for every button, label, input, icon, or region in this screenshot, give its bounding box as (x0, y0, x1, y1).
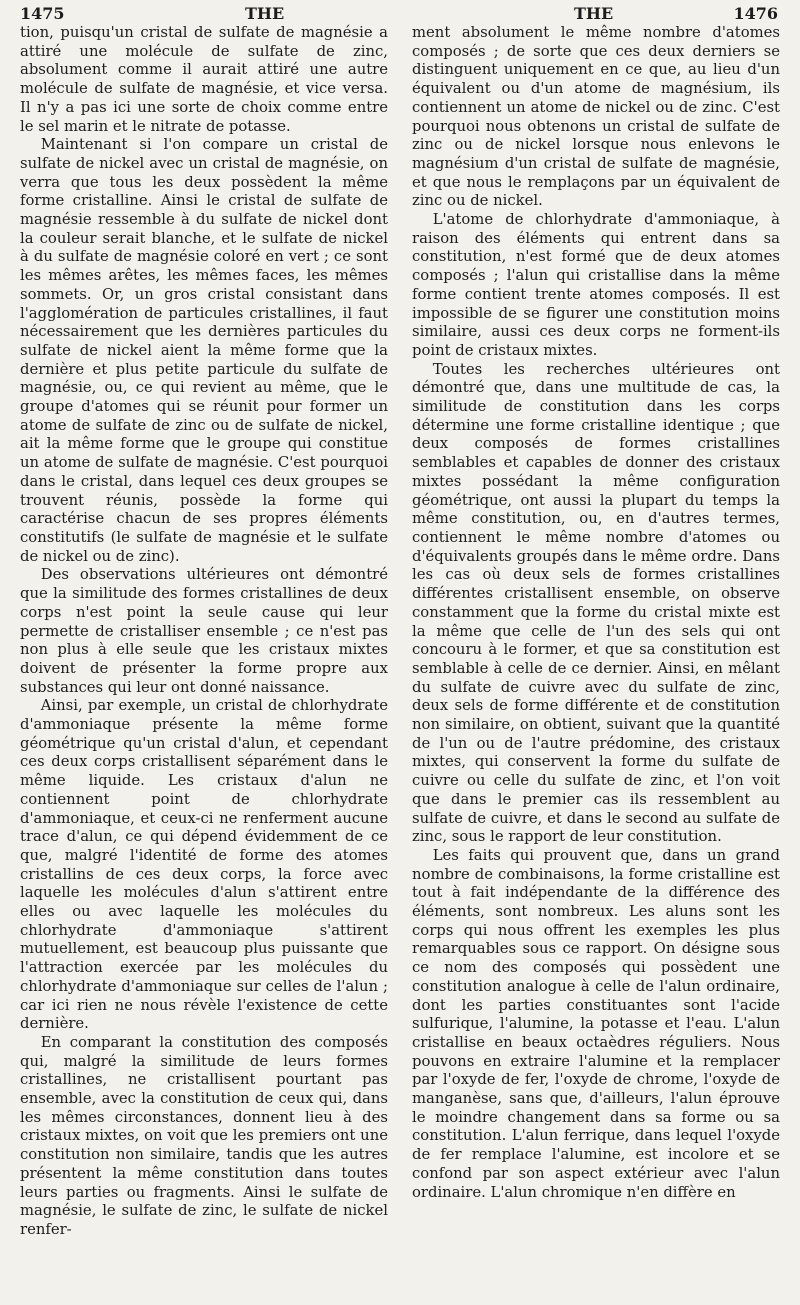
left-column (20, 24, 388, 1240)
running-head-right: THE (574, 4, 614, 23)
paragraph: Des observations ultérieures ont démontré que la similitude des formes cristallines de deux corps n'est point la seule cause qui leur permette de cristalliser ensemble ; ce n'est pas non plus à elle seule que les cristaux mixtes doivent de présenter la forme propre aux substances qui leur ont donné naissance. (20, 566, 388, 696)
paragraph: Toutes les recherches ultérieures ont démontré que, dans une multitude de cas, la similitude de constitution dans les corps détermine une forme cristalline identique ; que deux composés de formes cristallines semblables et capables de donner des cristaux mixtes possédant la même configuration géométrique, ont aussi la plupart du temps la même constitution, ou, en d'autres termes, contiennent le même nombre d'atomes ou d'équivalents groupés dans le même ordre. Dans les cas où deux sels de formes cristallines différentes cristallisent ensemble, on observe constamment que la forme du cristal mixte est la même que celle de l'un des sels qui ont concouru à le former, et que sa constitution est semblable à celle de ce dernier. Ainsi, en mêlant du sulfate de cuivre avec du sulfate de zinc, deux sels de forme différente et de constitution non similaire, on obtient, suivant que la quantité de l'un ou de l'autre prédomine, des cristaux mixtes, qui conservent la forme du sulfate de cuivre ou celle du sulfate de zinc, et l'on voit que dans le premier cas ils ressemblent au sulfate de cuivre, et dans le second au sulfate de zinc, sous le rapport de leur constitution. (412, 360, 780, 846)
paragraph: Les faits qui prouvent que, dans un grand nombre de combinaisons, la forme cristalline est tout à fait indépendante de la différence des éléments, sont nombreux. Les aluns sont les corps qui nous offrent les exemples les plus remarquables sous ce rapport. On désigne sous ce nom des composés qui possèdent une constitution analogue à celle de l'alun ordinaire, dont les parties constituantes sont l'acide sulfurique, l'alumine, la potasse et l'eau. L'alun cristallise en beaux octaèdres réguliers. Nous pouvons en extraire l'alumine et la remplacer par l'oxyde de fer, l'oxyde de chrome, l'oxyde de manganèse, sans que, d'ailleurs, l'alun éprouve le moindre changement dans sa forme ou sa constitution. L'alun ferrique, dans lequel l'oxyde de fer remplace l'alumine, est incolore et se confond par son aspect extérieur avec l'alun ordinaire. L'alun chromique n'en diffère en (412, 846, 780, 1201)
page-header (20, 4, 778, 26)
paragraph: L'atome de chlorhydrate d'ammoniaque, à raison des éléments qui entrent dans sa constitution, n'est formé que de deux atomes composés ; l'alun qui cristallise dans la même forme contient trente atomes composés. Il est impossible de se figurer une constitution moins similaire, aussi ces deux corps ne forment-ils point de cristaux mixtes. (412, 211, 780, 359)
page-number-left: 1475 (20, 4, 65, 23)
paragraph: Maintenant si l'on compare un cristal de sulfate de nickel avec un cristal de magnésie, on verra que tous les deux possèdent la même forme cristalline. Ainsi le cristal de sulfate de magnésie ressemble à du sulfate de nickel dont la couleur serait blanche, et le sulfate de nickel à du sulfate de magnésie coloré en vert ; ce sont les mêmes arêtes, les mêmes faces, les mêmes sommets. Or, un gros cristal consistant dans l'agglomération de particules cristallines, il faut nécessairement que les dernières particules du sulfate de nickel aient la même forme que la dernière et plus petite particule du sulfate de magnésie, ou, ce qui revient au même, que le groupe d'atomes qui se réunit pour former un atome de sulfate de zinc ou de sulfate de nickel, ait la même forme que le groupe qui constitue un atome de sulfate de magnésie. C'est pourquoi dans le cristal, dans lequel ces deux groupes se trouvent réunis, possède la forme qui caractérise chacun de ses propres éléments constitutifs (le sulfate de magnésie et le sulfate de nickel ou de zinc). (20, 136, 388, 565)
paragraph: tion, puisqu'un cristal de sulfate de magnésie a attiré une molécule de sulfate de zinc, absolument comme il aurait attiré une autre molécule de sulfate de magnésie, et vice versa. Il n'y a pas ici une sorte de choix comme entre le sel marin et le nitrate de potasse. (20, 24, 388, 135)
running-head-left: THE (245, 4, 285, 23)
paragraph: ment absolument le même nombre d'atomes composés ; de sorte que ces deux derniers se distinguent uniquement en ce que, au lieu d'un équivalent ou d'un atome de magnésium, ils contiennent un atome de nickel ou de zinc. C'est pourquoi nous obtenons un cristal de sulfate de zinc ou de nickel lorsque nous enlevons le magnésium d'un cristal de sulfate de magnésie, et que nous le remplaçons par un équivalent de zinc ou de nickel. (412, 24, 780, 210)
page-number-right: 1476 (733, 4, 778, 23)
paragraph: En comparant la constitution des composés qui, malgré la similitude de leurs formes cristallines, ne cristallisent pourtant pas ensemble, avec la constitution de ceux qui, dans les mêmes circonstances, donnent lieu à des cristaux mixtes, on voit que les premiers ont une constitution non similaire, tandis que les autres présentent la même constitution dans toutes leurs parties ou fragments. Ainsi le sulfate de magnésie, le sulfate de zinc, le sulfate de nickel renfer- (20, 1033, 388, 1238)
paragraph: Ainsi, par exemple, un cristal de chlorhydrate d'ammoniaque présente la même forme géométrique qu'un cristal d'alun, et cependant ces deux corps cristallisent séparément dans le même liquide. Les cristaux d'alun ne contiennent point de chlorhydrate d'ammoniaque, et ceux-ci ne renferment aucune trace d'alun, ce qui dépend évidemment de ce que, malgré l'identité de forme des atomes cristallins de ces deux corps, la force avec laquelle les molécules d'alun s'attirent entre elles ou avec laquelle les molécules du chlorhydrate d'ammoniaque s'attirent mutuellement, est beaucoup plus puissante que l'attraction exercée par les molécules du chlorhydrate d'ammoniaque sur celles de l'alun ; car ici rien ne nous révèle l'existence de cette dernière. (20, 697, 388, 1033)
right-column (412, 24, 780, 1202)
